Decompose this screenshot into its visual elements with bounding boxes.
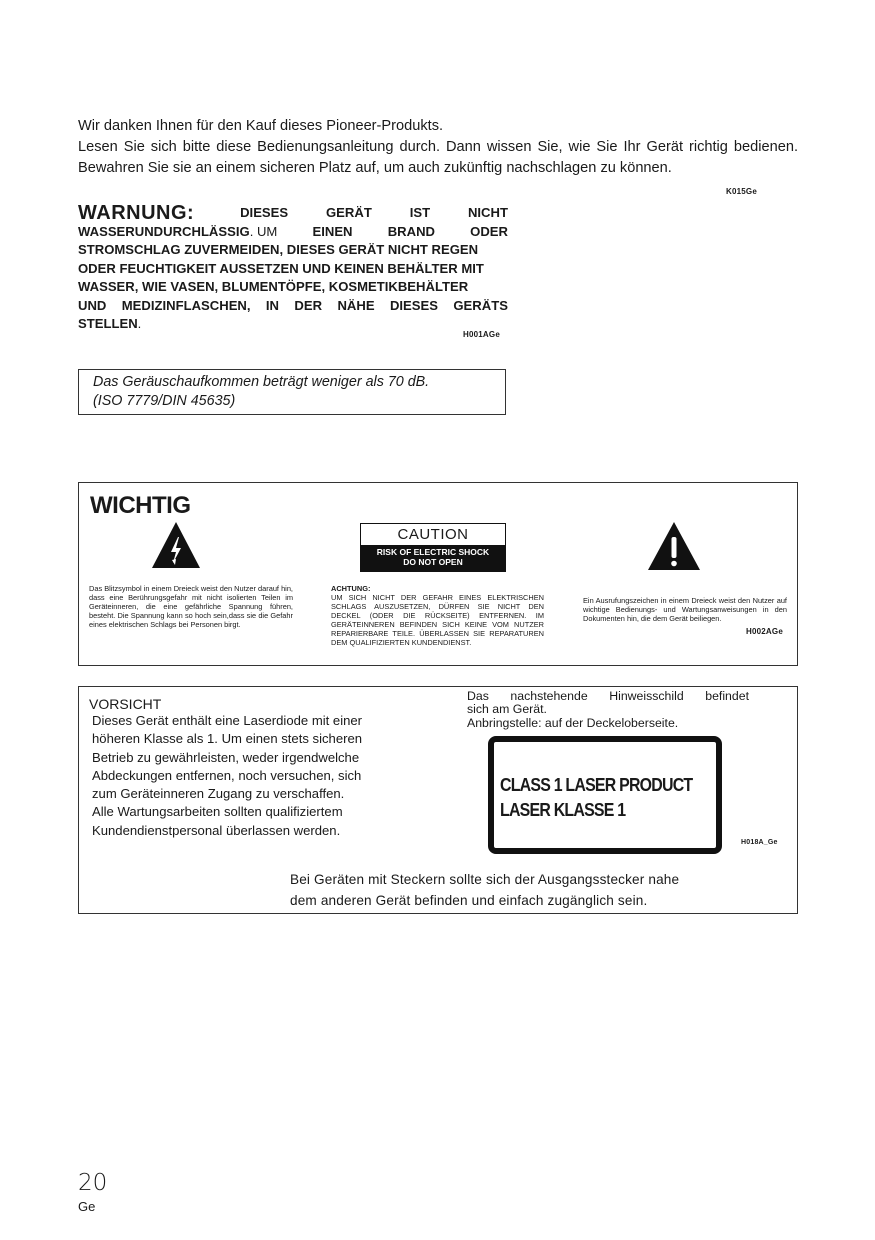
warning-word: GERÄT	[326, 205, 372, 220]
intro-code: K015Ge	[726, 187, 757, 196]
hinweis-line-3: Anbringstelle: auf der Deckeloberseite.	[467, 715, 679, 730]
warning-word: NICHT	[467, 205, 508, 220]
page-language: Ge	[78, 1199, 96, 1214]
laser-class-label	[488, 736, 722, 854]
laser-label-text	[500, 772, 692, 822]
noise-line-1: Das Geräuschaufkommen beträgt weniger als 70 dB.	[93, 374, 430, 390]
vorsicht-code: H018A_Ge	[741, 839, 778, 846]
caution-title: CAUTION	[397, 526, 469, 543]
warning-word: .	[137, 316, 142, 331]
laser-label-line-1: CLASS 1 LASER PRODUCT	[500, 774, 693, 795]
vorsicht-line: Alle Wartungsarbeiten sollten qualifiziertem	[92, 804, 343, 820]
vorsicht-line: Betrieb zu gewährleisten, weder irgendwelche	[92, 749, 360, 765]
warning-line-7	[78, 315, 508, 334]
warning-word: DIESES	[389, 297, 438, 313]
warning-line-6	[78, 297, 508, 316]
warning-word: EINEN	[312, 223, 353, 239]
hinweis-line-2: sich am Gerät.	[467, 702, 547, 717]
warning-word: WASSERUNDURCHLÄSSIG	[78, 223, 250, 239]
warning-lead: WARNUNG:	[78, 202, 195, 224]
warning-word: UND	[78, 297, 107, 313]
warning-word: GERÄTS	[453, 297, 508, 313]
warning-word: IST	[409, 205, 431, 220]
warning-word: STELLEN	[78, 316, 138, 331]
wichtig-code: H002AGe	[746, 627, 783, 636]
intro-text	[78, 116, 798, 179]
lightning-symbol-text: Das Blitzsymbol in einem Dreieck weist den Nutzer darauf hin, dass eine Berührungsgefahr mit nicht isolierten Teilen im Geräteinneren, die eine gefährliche Spannung führen, besteht. Die Spannung kann so hoch sein,dass sie die Gefahr eines elektrischen Schlags bei Personen birgt.	[89, 584, 293, 629]
exclamation-symbol-text: Ein Ausrufungszeichen in einem Dreieck weist den Nutzer auf wichtige Bedienungs- und Wartungsanweisungen in den Dokumenten hin, die dem Gerät beiliegen.	[583, 596, 787, 623]
warning-word: DER	[294, 297, 323, 313]
noise-line-2: (ISO 7779/DIN 45635)	[93, 393, 236, 409]
warning-word: IN	[265, 297, 280, 313]
wichtig-title: WICHTIG	[90, 492, 191, 519]
warning-line-5: WASSER, WIE VASEN, BLUMENTÖPFE, KOSMETIKBEHÄLTER	[78, 279, 469, 294]
caution-label	[360, 523, 506, 572]
caution-subtitle-line: RISK OF ELECTRIC SHOCK	[376, 547, 490, 557]
warning-line-1	[78, 204, 508, 223]
page-number: 20	[78, 1170, 108, 1196]
vorsicht-line: Abdeckungen entfernen, noch versuchen, sich	[92, 767, 362, 783]
warning-line-3: STROMSCHLAG ZUVERMEIDEN, DIESES GERÄT NICHT REGEN	[78, 242, 479, 257]
warning-word: . UM	[249, 223, 278, 239]
plug-line-2: dem anderen Gerät befinden und einfach zugänglich sein.	[290, 893, 648, 908]
label-location-text	[467, 690, 749, 730]
warning-line-2	[78, 223, 508, 242]
warning-word: MEDIZINFLASCHEN,	[121, 297, 251, 313]
warning-word: ODER	[470, 223, 508, 239]
vorsicht-line: Dieses Gerät enthält eine Laserdiode mit einer	[92, 713, 363, 728]
achtung-title: ACHTUNG:	[331, 584, 371, 593]
intro-line-1: Wir danken Ihnen für den Kauf dieses Pioneer-Produkts.	[78, 118, 444, 134]
lightning-warning-icon	[150, 520, 202, 570]
achtung-block	[331, 584, 544, 647]
noise-box	[78, 369, 506, 415]
vorsicht-title: VORSICHT	[89, 696, 162, 712]
vorsicht-line: Kundendienstpersonal überlassen werden.	[92, 822, 341, 838]
vorsicht-text	[92, 712, 392, 840]
intro-paragraph: Lesen Sie sich bitte diese Bedienungsanleitung durch. Dann wissen Sie, wie Sie Ihr Gerät richtig bedienen. Bewahren Sie sie an einem sicheren Platz auf, um auch zukünftig nachschlagen zu können.	[78, 139, 798, 176]
vorsicht-line: zum Geräteinneren Zugang zu verschaffen.	[92, 786, 345, 802]
plug-note	[290, 869, 720, 911]
caution-subtitle	[361, 545, 505, 571]
achtung-text: UM SICH NICHT DER GEFAHR EINES ELEKTRISCHEN SCHLAGS AUSZUSETZEN, DÜRFEN SIE NICHT DEN DECKEL (ODER DIE RÜCKSEITE) ENTFERNEN. IM GERÄTEINNEREN BEFINDEN SICH KEINE VOM NUTZER REPARIERBARE TEILE. ÜBERLASSEN SIE REPARATUREN DEM QUALIFIZIERTEN KUNDENDIENST.	[331, 593, 544, 647]
vorsicht-line: höheren Klasse als 1. Um einen stets sicheren	[92, 731, 363, 747]
warning-code: H001AGe	[463, 330, 500, 339]
hinweis-line-1: Das nachstehende Hinweisschild befindet	[467, 689, 749, 703]
exclamation-warning-icon	[646, 520, 702, 572]
warning-word: DIESES	[240, 205, 289, 220]
warning-word: NÄHE	[337, 297, 375, 313]
plug-line-1: Bei Geräten mit Steckern sollte sich der Ausgangsstecker nahe	[290, 872, 680, 887]
laser-label-line-2: LASER KLASSE 1	[500, 799, 626, 820]
caution-subtitle-line: DO NOT OPEN	[403, 557, 463, 567]
warning-word: BRAND	[387, 223, 435, 239]
warning-line-4: ODER FEUCHTIGKEIT AUSSETZEN UND KEINEN BEHÄLTER MIT	[78, 260, 484, 276]
warning-block	[78, 204, 508, 334]
